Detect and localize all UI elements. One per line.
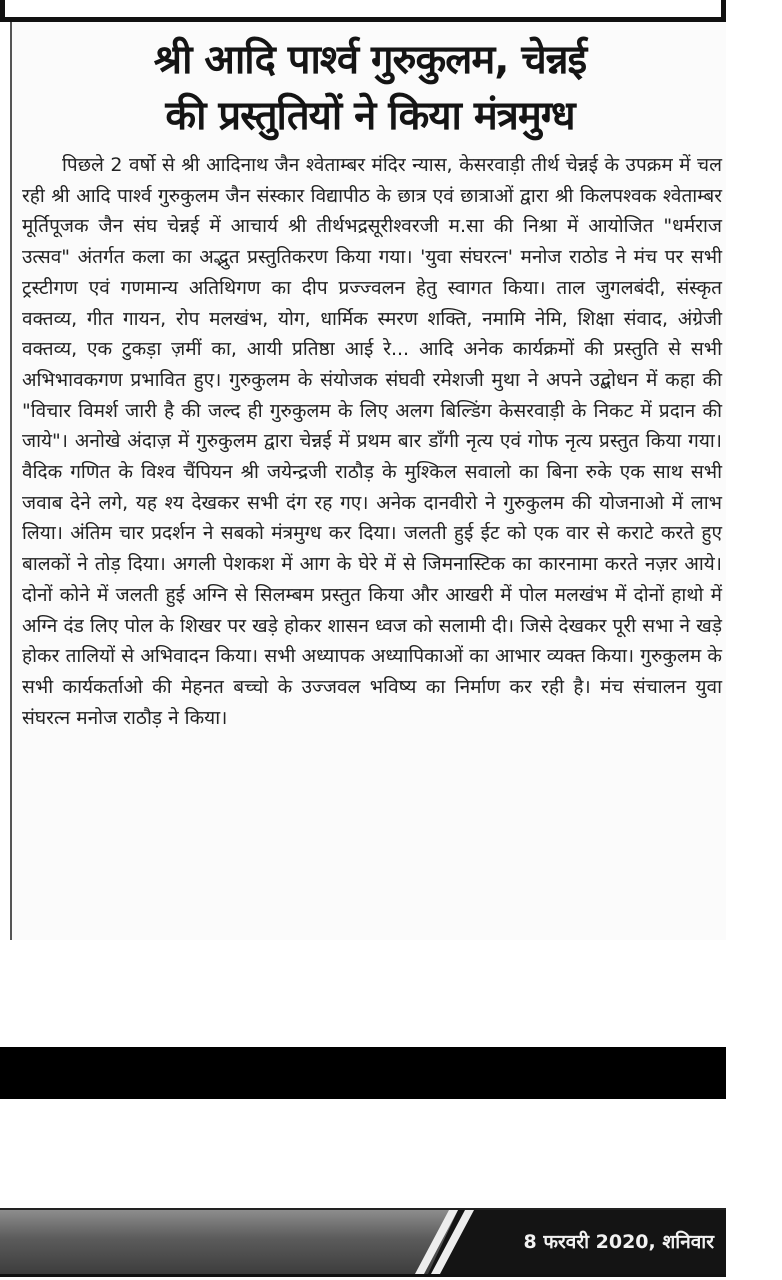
headline-line-2: की प्रस्तुतियों ने किया मंत्रमुग्ध	[165, 93, 575, 139]
date-footer-bar	[0, 1208, 728, 1277]
top-frame-border	[0, 0, 726, 22]
article-paragraph: पिछले 2 वर्षो से श्री आदिनाथ जैन श्वेताम्बर मंदिर न्यास, केसरवाड़ी तीर्थ चेन्नई के उपक्रम में चल रही श्री आदि पार्श्व गुरुकुलम जैन संस्कार विद्यापीठ के छात्र एवं छात्राओं द्वारा श्री किलपश्वक श्वेताम्बर मूर्तिपूजक जैन संघ चेन्नई में आचार्य श्री तीर्थभद्रसूरीश्वरजी म.सा की निश्रा में आयोजित "धर्मराज उत्सव" अंतर्गत कला का अद्भुत प्रस्तुतिकरण किया गया। 'युवा संघरत्न' मनोज राठोड ने मंच पर सभी ट्रस्टीगण एवं गणमान्य अतिथिगण का दीप प्रज्ज्वलन हेतु स्वागत किया। ताल जुगलबंदी, संस्कृत वक्तव्य, गीत गायन, रोप मलखंभ, योग, धार्मिक स्मरण शक्ति, नमामि नेमि, शिक्षा संवाद, अंग्रेजी वक्तव्य, एक टुकड़ा ज़मीं का, आयी प्रतिष्ठा आई रे... आदि अनेक कार्यक्रमों की प्रस्तुति से सभी अभिभावकगण प्रभावित हुए। गुरुकुलम के संयोजक संघवी रमेशजी मुथा ने अपने उद्बोधन में कहा की "विचार विमर्श जारी है की जल्द ही गुरुकुलम के लिए अलग बिल्डिंग केसरवाड़ी के निकट में प्रदान की जाये"। अनोखे अंदाज़ में गुरुकुलम द्वारा चेन्नई में प्रथम बार डाँगी नृत्य एवं गोफ नृत्य प्रस्तुत किया गया। वैदिक गणित के विश्व चैंपियन श्री जयेन्द्रजी राठौड़ के मुश्किल सवालो का बिना रुके एक साथ सभी जवाब देने लगे, यह श्य देखकर सभी दंग रह गए। अनेक दानवीरो ने गुरुकुलम की योजनाओ में लाभ लिया। अंतिम चार प्रदर्शन ने सबको मंत्रमुग्ध कर दिया। जलती हुई ईट को एक वार से कराटे करते हुए बालकों ने तोड़ दिया। अगली पेशकश में आग के घेरे में से जिमनास्टिक का कारनामा करते नज़र आये। दोनों कोने में जलती हुई अग्नि से सिलम्बम प्रस्तुत किया और आखरी में पोल मलखंभ में दोनों हाथो में अग्नि दंड लिए पोल के शिखर पर खड़े होकर शासन ध्वज को सलामी दी। जिसे देखकर पूरी सभा ने खड़े होकर तालियों से अभिवादन किया। सभी अध्यापक अध्यापिकाओं का आभार व्यक्त किया। गुरुकुलम के सभी कार्यकर्ताओ की मेहनत बच्चो के उज्जवल भविष्य का निर्माण कर रही है। मंच संचालन युवा संघरत्न मनोज राठौड़ ने किया।	[22, 154, 722, 729]
page-margin	[726, 0, 782, 1280]
headline-line-1: श्री आदि पार्श्व गुरुकुलम, चेन्नई	[153, 37, 587, 83]
black-separator-band	[0, 1047, 782, 1099]
article-body	[22, 150, 722, 733]
headline	[16, 32, 724, 144]
newspaper-clipping	[10, 22, 728, 940]
publication-date: 8 फरवरी 2020, शनिवार	[523, 1231, 714, 1253]
